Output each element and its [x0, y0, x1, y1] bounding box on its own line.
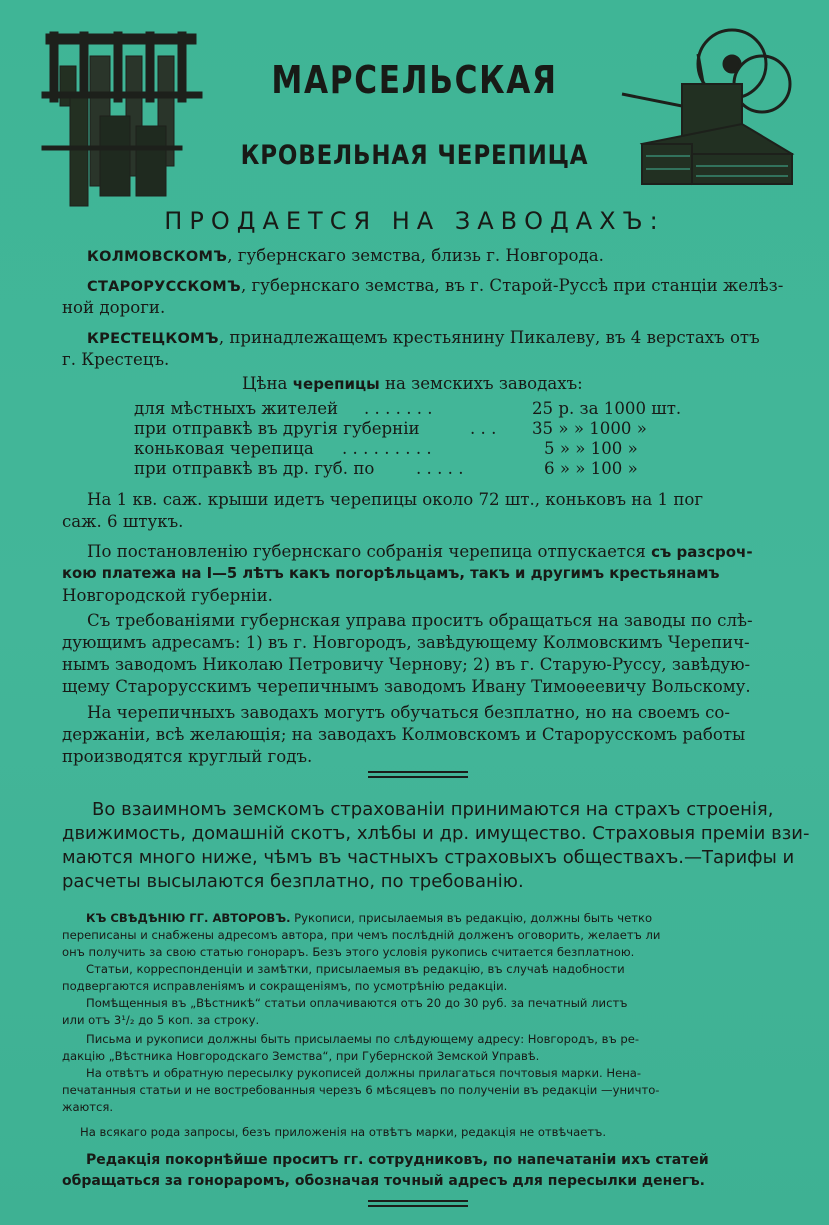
price-row — [134, 418, 714, 440]
factory-name: КРЕСТЕЦКОМЪ — [87, 331, 219, 347]
requests-line: Съ требованіями губернская управа проситъ обращаться на заводы по слѣ- — [87, 611, 753, 630]
factory-staraya-russa — [87, 275, 783, 298]
requests-line: щему Старорусскимъ черепичнымъ заводомъ Ивану Тимоѳеевичу Вольскому. — [62, 677, 751, 696]
divider — [368, 771, 468, 773]
authors-line: подвергаются исправленіямъ и сокращеніямъ, по усмотрѣнію редакціи. — [62, 979, 508, 993]
price-dots: . . . . . . . . . — [342, 439, 432, 458]
page-subtitle: КРОВЕЛЬНАЯ ЧЕРЕПИЦА — [240, 140, 589, 171]
factory-kolmovo — [87, 245, 604, 268]
installment-line: По постановленію губернскаго собранія черепица отпускается съ разсроч- — [87, 542, 753, 561]
authors-line: печатанныя статьи и не востребованныя черезъ 6 мѣсяцевъ по полученіи въ редакціи —уничто- — [62, 1083, 660, 1097]
factory-text: , губернскаго земства, въ г. Старой-Руссѣ при станціи желѣз- — [240, 276, 784, 295]
factory-name: КОЛМОВСКОМЪ — [87, 249, 228, 265]
insurance-line: расчеты высылаются безплатно, по требованію. — [62, 871, 524, 892]
authors-line: переписаны и снабжены адресомъ автора, при чемъ послѣдній долженъ оговорить, желаетъ ли — [62, 928, 661, 942]
divider — [368, 1205, 468, 1207]
authors-line: Статьи, корреспонденціи и замѣтки, присылаемыя въ редакцію, въ случаѣ надобности — [86, 962, 625, 976]
factory-text-line: г. Крестецъ. — [62, 350, 170, 369]
price-row — [134, 438, 714, 460]
price-label: при отправкѣ въ другія губерніи — [134, 419, 420, 438]
sale-heading: ПРОДАЕТСЯ НА ЗАВОДАХЪ: — [164, 207, 665, 235]
price-dots: . . . . . . . — [364, 399, 433, 418]
factory-text: , принадлежащемъ крестьянину Пикалеву, въ 4 верстахъ отъ — [218, 328, 760, 347]
page-title: МАРСЕЛЬСКАЯ — [271, 58, 558, 102]
closing-line: обращаться за гонораромъ, обозначая точный адресъ для пересылки денегъ. — [62, 1173, 706, 1189]
factory-name: СТАРОРУССКОМЪ — [87, 279, 241, 295]
price-dots: . . . . . — [416, 459, 464, 478]
requests-line: нымъ заводомъ Николаю Петровичу Чернову; 2) въ г. Старую-Руссу, завѣдую- — [62, 655, 751, 674]
training-line: держаніи, всѣ желающія; на заводахъ Колмовскомъ и Старорусскомъ работы — [62, 725, 746, 744]
divider — [368, 1200, 468, 1202]
price-row — [134, 398, 714, 420]
authors-line: Помѣщенныя въ „Вѣстникѣ“ статьи оплачиваются отъ 20 до 30 руб. за печатный листъ — [86, 996, 628, 1010]
price-value: 6 » » 100 » — [544, 459, 638, 478]
factory-krestsy — [87, 327, 760, 350]
price-label: при отправкѣ въ др. губ. по — [134, 459, 375, 478]
price-row — [134, 458, 714, 480]
authors-line: онъ получить за свою статью гонораръ. Безъ этого условія рукопись считается безплатною. — [62, 945, 635, 959]
factory-text-line: ной дороги. — [62, 298, 166, 317]
authors-line: дакцію „Вѣстника Новгородскаго Земства“, при Губернской Земской Управѣ. — [62, 1049, 540, 1063]
roof-text-line: На 1 кв. саж. крыши идетъ черепицы около 72 шт., коньковъ на 1 пог — [87, 490, 704, 509]
requests-line: дующимъ адресамъ: 1) въ г. Новгородъ, завѣдующему Колмовскимъ Черепич- — [62, 633, 750, 652]
installment-line: Новгородской губерніи. — [62, 586, 273, 605]
roof-tiles-illustration — [40, 26, 220, 214]
closing-line: Редакція покорнѣйше проситъ гг. сотрудниковъ, по напечатаніи ихъ статей — [86, 1152, 709, 1168]
price-value: 25 р. за 1000 шт. — [532, 399, 682, 418]
insurance-line: маются много ниже, чѣмъ въ частныхъ страховыхъ обществахъ.—Тарифы и — [62, 847, 795, 868]
authors-heading: КЪ СВѢДѢНІЮ ГГ. АВТОРОВЪ. — [86, 911, 291, 925]
divider — [368, 776, 468, 778]
authors-first-line: КЪ СВѢДѢНІЮ ГГ. АВТОРОВЪ. Рукописи, присылаемыя въ редакцію, должны быть четко — [86, 911, 653, 925]
training-line: производятся круглый годъ. — [62, 747, 313, 766]
price-value: 5 » » 100 » — [544, 439, 638, 458]
authors-line: жаются. — [62, 1100, 114, 1114]
price-dots: . . . — [470, 419, 497, 438]
authors-line: или отъ 3¹/₂ до 5 коп. за строку. — [62, 1013, 260, 1027]
roof-text-line: саж. 6 штукъ. — [62, 512, 184, 531]
no-reply-notice: На всякаго рода запросы, безъ приложенія на отвѣтъ марки, редакція не отвѣчаетъ. — [80, 1125, 607, 1139]
insurance-line: Во взаимномъ земскомъ страхованіи принимаются на страхъ строенія, — [92, 799, 774, 820]
price-heading: Цѣна черепицы на земскихъ заводахъ: — [242, 374, 583, 393]
insurance-line: движимость, домашній скотъ, хлѣбы и др. имущество. Страховыя преміи взи- — [62, 823, 810, 844]
price-label: для мѣстныхъ жителей — [134, 399, 339, 418]
authors-line: На отвѣтъ и обратную пересылку рукописей должны прилагаться почтовыя марки. Нена- — [86, 1066, 642, 1080]
installment-bold-line: кою платежа на I—5 лѣтъ какъ погорѣльцамъ, такъ и другимъ крестьянамъ — [62, 565, 720, 582]
training-line: На черепичныхъ заводахъ могутъ обучаться безплатно, но на своемъ со- — [87, 703, 730, 722]
authors-line: Письма и рукописи должны быть присылаемы по слѣдующему адресу: Новгородъ, въ ре- — [86, 1032, 640, 1046]
price-value: 35 » » 1000 » — [532, 419, 647, 438]
factory-text: , губернскаго земства, близь г. Новгорода. — [227, 246, 604, 265]
price-label: коньковая черепица — [134, 439, 314, 458]
